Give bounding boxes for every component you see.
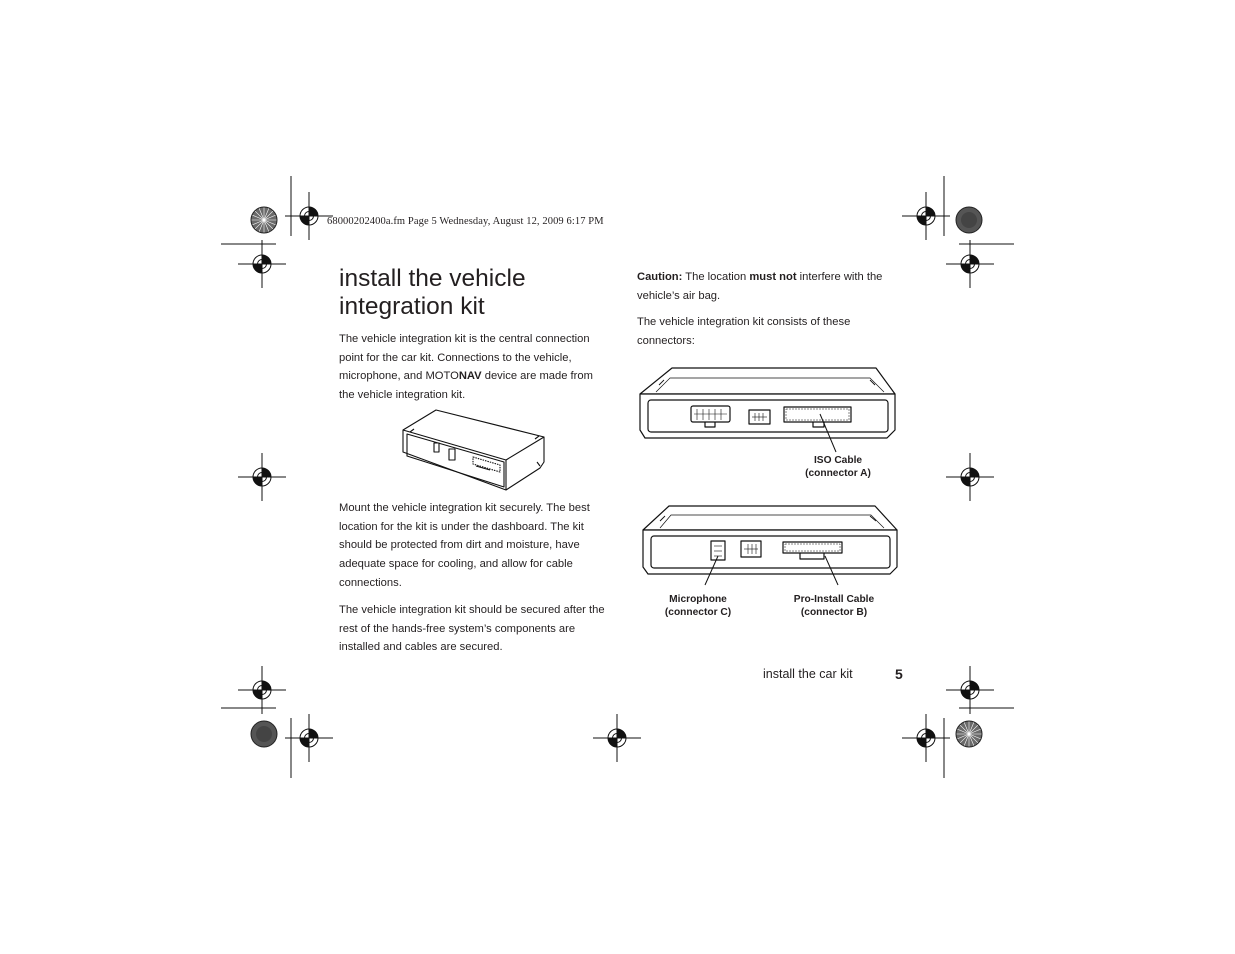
page-number: 5 [895,666,903,682]
file-slug: 68000202400a.fm Page 5 Wednesday, August 12, 2009 6:17 PM [327,216,604,227]
pro-callout-line2: (connector B) [800,607,868,618]
consists-paragraph: The vehicle integration kit consists of these connectors: [637,316,851,347]
mic-callout-line2: (connector C) [664,607,732,618]
caution-text: The location [682,271,750,283]
microphone-callout [648,593,748,619]
page-title: install the vehicle integration kit [339,265,526,320]
intro-brand-bold: NAV [458,370,482,383]
connector-bc-diagram [643,506,897,585]
pro-callout-line1: Pro-Install Cable [793,594,875,605]
caution-label: Caution: [637,271,683,283]
footer-section-label: install the car kit [763,667,853,681]
intro-paragraph [339,330,609,405]
iso-cable-callout [783,454,893,480]
secured-paragraph: The vehicle integration kit should be secured after the rest of the hands-free system’s components are installed and cables are secured. [339,604,605,654]
pro-install-callout [774,593,894,619]
caution-bold: must not [749,271,797,283]
iso-callout-line2: (connector A) [805,468,871,479]
mount-paragraph: Mount the vehicle integration kit securely. The best location for the kit is under the dashboard. The kit should be protected from dirt and moisture, have adequate space for cooling, and allow for cable connections. [339,502,590,589]
caution-paragraph [637,268,899,305]
connector-a-diagram [640,368,895,452]
intro-text-end: device are made from the vehicle integration kit. [339,370,593,402]
mic-callout-line1: Microphone [669,594,727,605]
vehicle-integration-kit-illustration [403,410,544,490]
iso-callout-line1: ISO Cable [813,455,863,466]
caution-text-end: interfere with the vehicle’s air bag. [637,271,883,302]
intro-text: The vehicle integration kit is the central connection point for the car kit. Connections to the vehicle, microphone, and MOTO [339,333,590,383]
